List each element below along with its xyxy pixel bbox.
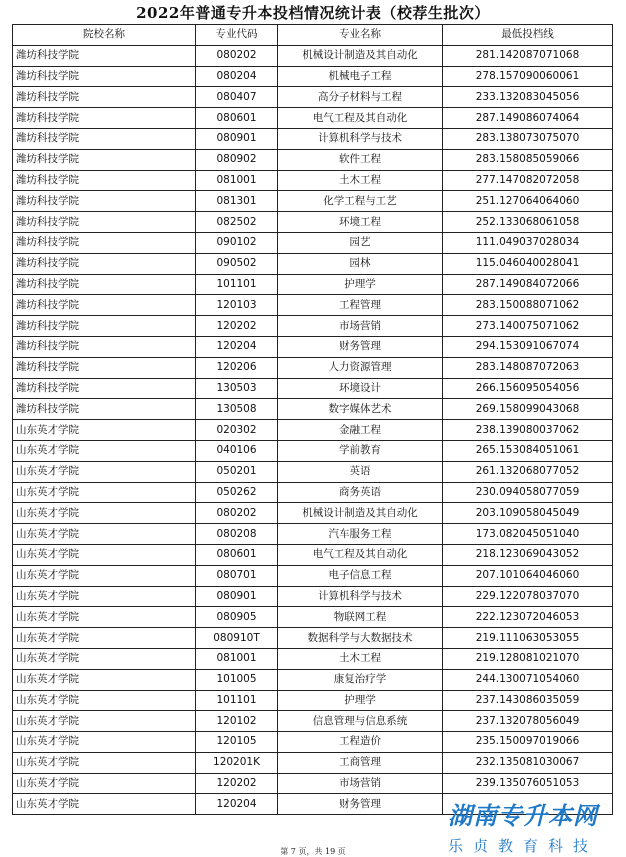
cell-score: 281.142087071068 (443, 45, 613, 66)
table-row (13, 732, 613, 753)
cell-code: 080910T (196, 628, 278, 649)
cell-major: 环境设计 (278, 378, 443, 399)
cell-school: 山东英才学院 (13, 420, 196, 441)
cell-code: 101101 (196, 690, 278, 711)
cell-code: 120202 (196, 316, 278, 337)
cell-score: 235.150097019066 (443, 732, 613, 753)
cell-score: 233.132083045056 (443, 87, 613, 108)
cell-code: 101005 (196, 669, 278, 690)
cell-code: 080901 (196, 128, 278, 149)
table-row (13, 648, 613, 669)
cell-score: 244.130071054060 (443, 669, 613, 690)
table-row (13, 316, 613, 337)
cell-school: 山东英才学院 (13, 711, 196, 732)
cell-school: 山东英才学院 (13, 628, 196, 649)
header-code: 专业代码 (196, 25, 278, 46)
table-body (13, 45, 613, 814)
cell-major: 商务英语 (278, 482, 443, 503)
cell-school: 潍坊科技学院 (13, 45, 196, 66)
cell-major: 工程管理 (278, 295, 443, 316)
cell-school: 山东英才学院 (13, 794, 196, 815)
cell-school: 潍坊科技学院 (13, 128, 196, 149)
cell-major: 园艺 (278, 232, 443, 253)
header-score: 最低投档线 (443, 25, 613, 46)
cell-major: 护理学 (278, 274, 443, 295)
cell-score: 207.101064046060 (443, 565, 613, 586)
cell-code: 050201 (196, 461, 278, 482)
table-row (13, 149, 613, 170)
cell-major: 人力资源管理 (278, 357, 443, 378)
cell-major: 信息管理与信息系统 (278, 711, 443, 732)
cell-school: 潍坊科技学院 (13, 357, 196, 378)
cell-major: 数据科学与大数据技术 (278, 628, 443, 649)
cell-score: 252.133068061058 (443, 212, 613, 233)
cell-score: 283.138073075070 (443, 128, 613, 149)
cell-major: 计算机科学与技术 (278, 586, 443, 607)
cell-major: 物联网工程 (278, 607, 443, 628)
cell-major: 机械电子工程 (278, 66, 443, 87)
cell-score: 219.128081021070 (443, 648, 613, 669)
table-row (13, 482, 613, 503)
cell-major: 护理学 (278, 690, 443, 711)
table-row (13, 524, 613, 545)
cell-code: 120103 (196, 295, 278, 316)
admission-table (12, 24, 613, 815)
cell-code: 081001 (196, 170, 278, 191)
cell-school: 山东英才学院 (13, 690, 196, 711)
cell-school: 山东英才学院 (13, 524, 196, 545)
cell-score: 232.135081030067 (443, 752, 613, 773)
cell-score: 277.147082072058 (443, 170, 613, 191)
cell-code: 080905 (196, 607, 278, 628)
table-row (13, 586, 613, 607)
table-row (13, 503, 613, 524)
cell-code: 080202 (196, 503, 278, 524)
cell-score: 239.135076051053 (443, 773, 613, 794)
cell-score: 219.111063053055 (443, 628, 613, 649)
cell-major: 化学工程与工艺 (278, 191, 443, 212)
cell-school: 潍坊科技学院 (13, 191, 196, 212)
table-row (13, 45, 613, 66)
cell-school: 山东英才学院 (13, 669, 196, 690)
cell-major: 土木工程 (278, 648, 443, 669)
table-row (13, 607, 613, 628)
cell-school: 潍坊科技学院 (13, 253, 196, 274)
cell-code: 130508 (196, 399, 278, 420)
table-row (13, 773, 613, 794)
table-row (13, 752, 613, 773)
table-row (13, 565, 613, 586)
cell-school: 山东英才学院 (13, 565, 196, 586)
cell-major: 高分子材料与工程 (278, 87, 443, 108)
cell-major: 英语 (278, 461, 443, 482)
cell-major: 工程造价 (278, 732, 443, 753)
table-row (13, 212, 613, 233)
cell-major: 市场营销 (278, 773, 443, 794)
cell-code: 120102 (196, 711, 278, 732)
table-row (13, 191, 613, 212)
cell-school: 潍坊科技学院 (13, 170, 196, 191)
table-row (13, 461, 613, 482)
table-header-row (13, 25, 613, 46)
cell-code: 120105 (196, 732, 278, 753)
cell-code: 080901 (196, 586, 278, 607)
cell-school: 山东英才学院 (13, 503, 196, 524)
table-row (13, 128, 613, 149)
table-row (13, 378, 613, 399)
cell-score: 266.156095054056 (443, 378, 613, 399)
cell-school: 潍坊科技学院 (13, 274, 196, 295)
table-row (13, 274, 613, 295)
cell-code: 020302 (196, 420, 278, 441)
cell-score: 287.149086074064 (443, 108, 613, 129)
cell-code: 080601 (196, 108, 278, 129)
table-row (13, 711, 613, 732)
cell-school: 山东英才学院 (13, 732, 196, 753)
cell-code: 081301 (196, 191, 278, 212)
cell-school: 潍坊科技学院 (13, 336, 196, 357)
page-footer: 第 7 页，共 19 页 (280, 847, 346, 856)
cell-code: 082502 (196, 212, 278, 233)
cell-major: 电子信息工程 (278, 565, 443, 586)
cell-school: 山东英才学院 (13, 648, 196, 669)
cell-score: 222.123072046053 (443, 607, 613, 628)
cell-major: 电气工程及其自动化 (278, 544, 443, 565)
cell-code: 090502 (196, 253, 278, 274)
cell-score: 261.132068077052 (443, 461, 613, 482)
cell-school: 潍坊科技学院 (13, 108, 196, 129)
cell-school: 山东英才学院 (13, 440, 196, 461)
cell-code: 080208 (196, 524, 278, 545)
cell-score: 278.157090060061 (443, 66, 613, 87)
table-row (13, 544, 613, 565)
cell-code: 120204 (196, 336, 278, 357)
cell-major: 计算机科学与技术 (278, 128, 443, 149)
cell-code: 080902 (196, 149, 278, 170)
cell-major: 财务管理 (278, 794, 443, 815)
table-row (13, 295, 613, 316)
cell-code: 040106 (196, 440, 278, 461)
table-row (13, 420, 613, 441)
header-school: 院校名称 (13, 25, 196, 46)
watermark-brand: 湖南专升本网 (448, 802, 598, 830)
cell-code: 080407 (196, 87, 278, 108)
cell-code: 120206 (196, 357, 278, 378)
cell-major: 康复治疗学 (278, 669, 443, 690)
cell-code: 120201K (196, 752, 278, 773)
table-row (13, 232, 613, 253)
cell-school: 山东英才学院 (13, 607, 196, 628)
table-row (13, 87, 613, 108)
cell-major: 财务管理 (278, 336, 443, 357)
cell-code: 081001 (196, 648, 278, 669)
cell-school: 山东英才学院 (13, 773, 196, 794)
cell-major: 园林 (278, 253, 443, 274)
cell-school: 山东英才学院 (13, 461, 196, 482)
table-row (13, 108, 613, 129)
table-row (13, 66, 613, 87)
cell-code: 130503 (196, 378, 278, 399)
cell-code: 080701 (196, 565, 278, 586)
cell-major: 数字媒体艺术 (278, 399, 443, 420)
cell-score: 111.049037028034 (443, 232, 613, 253)
cell-code: 090102 (196, 232, 278, 253)
cell-major: 学前教育 (278, 440, 443, 461)
cell-major: 汽车服务工程 (278, 524, 443, 545)
cell-score: 283.158085059066 (443, 149, 613, 170)
cell-school: 潍坊科技学院 (13, 378, 196, 399)
table-row (13, 440, 613, 461)
table-row (13, 170, 613, 191)
cell-code: 101101 (196, 274, 278, 295)
cell-score: 237.143086035059 (443, 690, 613, 711)
cell-major: 金融工程 (278, 420, 443, 441)
cell-score: 269.158099043068 (443, 399, 613, 420)
cell-score: 273.140075071062 (443, 316, 613, 337)
table-row (13, 628, 613, 649)
cell-school: 潍坊科技学院 (13, 295, 196, 316)
table-row (13, 690, 613, 711)
cell-score: 294.153091067074 (443, 336, 613, 357)
table-row (13, 399, 613, 420)
table-row (13, 357, 613, 378)
cell-school: 潍坊科技学院 (13, 66, 196, 87)
watermark-slogan: 乐贞教育科技 (447, 837, 598, 855)
cell-school: 潍坊科技学院 (13, 316, 196, 337)
cell-score: 265.153084051061 (443, 440, 613, 461)
cell-major: 软件工程 (278, 149, 443, 170)
cell-major: 市场营销 (278, 316, 443, 337)
cell-code: 080204 (196, 66, 278, 87)
cell-major: 机械设计制造及其自动化 (278, 45, 443, 66)
cell-school: 潍坊科技学院 (13, 212, 196, 233)
cell-score: 283.150088071062 (443, 295, 613, 316)
cell-school: 山东英才学院 (13, 544, 196, 565)
cell-score: 218.123069043052 (443, 544, 613, 565)
cell-school: 潍坊科技学院 (13, 399, 196, 420)
cell-score: 287.149084072066 (443, 274, 613, 295)
cell-code: 120202 (196, 773, 278, 794)
cell-school: 潍坊科技学院 (13, 232, 196, 253)
header-major: 专业名称 (278, 25, 443, 46)
cell-score: 283.148087072063 (443, 357, 613, 378)
cell-score: 237.132078056049 (443, 711, 613, 732)
cell-major: 电气工程及其自动化 (278, 108, 443, 129)
cell-school: 山东英才学院 (13, 586, 196, 607)
cell-school: 潍坊科技学院 (13, 87, 196, 108)
table-row (13, 253, 613, 274)
cell-major: 土木工程 (278, 170, 443, 191)
cell-major: 环境工程 (278, 212, 443, 233)
cell-major: 工商管理 (278, 752, 443, 773)
cell-score: 230.094058077059 (443, 482, 613, 503)
cell-code: 050262 (196, 482, 278, 503)
table-row (13, 669, 613, 690)
cell-score: 203.109058045049 (443, 503, 613, 524)
cell-code: 080202 (196, 45, 278, 66)
cell-school: 潍坊科技学院 (13, 149, 196, 170)
cell-code: 120204 (196, 794, 278, 815)
cell-code: 080601 (196, 544, 278, 565)
table-row (13, 336, 613, 357)
cell-score: 238.139080037062 (443, 420, 613, 441)
cell-school: 山东英才学院 (13, 482, 196, 503)
cell-score: 115.046040028041 (443, 253, 613, 274)
cell-school: 山东英才学院 (13, 752, 196, 773)
document-title: 2022年普通专升本投档情况统计表（校荐生批次） (136, 4, 490, 22)
cell-score: 173.082045051040 (443, 524, 613, 545)
cell-score: 229.122078037070 (443, 586, 613, 607)
cell-major: 机械设计制造及其自动化 (278, 503, 443, 524)
cell-score: 251.127064064060 (443, 191, 613, 212)
